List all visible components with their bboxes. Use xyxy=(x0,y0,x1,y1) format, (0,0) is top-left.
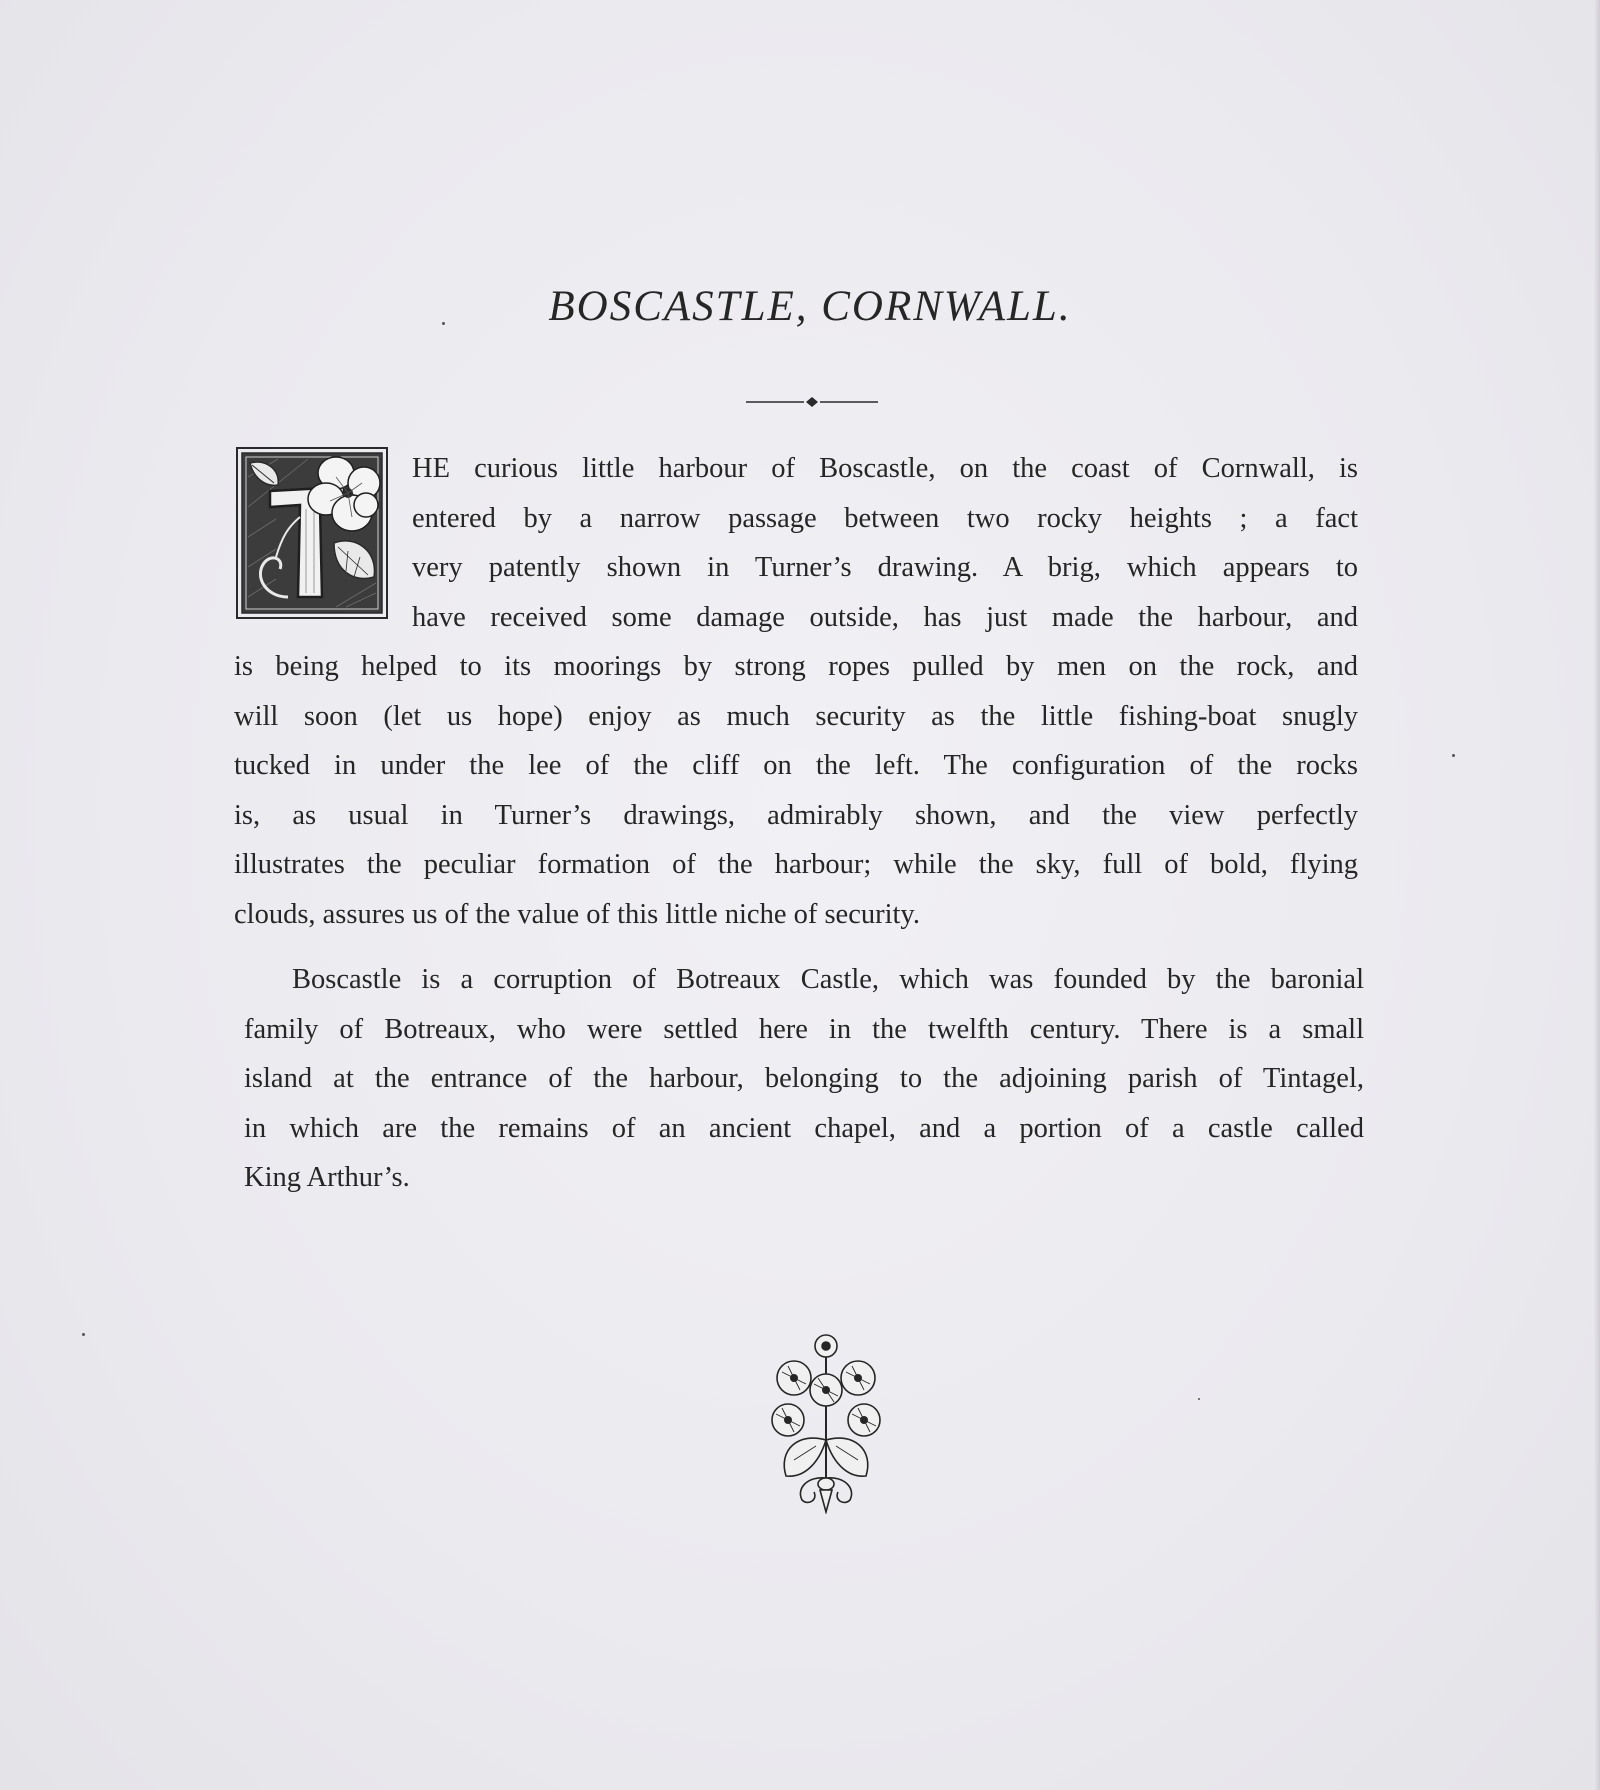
paragraph-1-body xyxy=(234,642,1358,939)
paragraph-1-dropcap-block xyxy=(412,444,1358,642)
floral-tailpiece-icon xyxy=(768,1328,884,1514)
paper-speck xyxy=(1198,1398,1200,1400)
text-line: King Arthur’s. xyxy=(244,1162,410,1193)
text-line: family of Botreaux, who were settled here in the twelfth century. There is a small xyxy=(244,1013,1364,1045)
text-line: will soon (let us hope) enjoy as much security as the little fishing-boat snugly xyxy=(234,700,1358,732)
text-line: clouds, assures us of the value of this little niche of security. xyxy=(234,898,920,930)
text-line: HE curious little harbour of Boscastle, on the coast of Cornwall, is xyxy=(412,453,1358,484)
text-line: illustrates the peculiar formation of the harbour; while the sky, full of bold, flying xyxy=(234,849,1358,880)
text-line: have received some damage outside, has just made the harbour, and xyxy=(412,601,1358,633)
page-title: BOSCASTLE, CORNWALL. xyxy=(548,283,1072,330)
text-line: is, as usual in Turner’s drawings, admirably shown, and the view perfectly xyxy=(234,799,1358,831)
page-edge-shadow xyxy=(1594,0,1600,1790)
paper-speck xyxy=(442,322,445,325)
paper-speck xyxy=(82,1333,85,1336)
text-line: entered by a narrow passage between two rocky heights ; a fact xyxy=(412,502,1358,534)
text-line: tucked in under the lee of the cliff on the left. The configuration of the rocks xyxy=(234,750,1358,781)
paragraph-2 xyxy=(244,955,1364,1203)
text-line: Boscastle is a corruption of Botreaux Castle, which was founded by the baronial xyxy=(292,964,1364,995)
text-line: very patently shown in Turner’s drawing. A brig, which appears to xyxy=(412,552,1358,583)
text-line: in which are the remains of an ancient chapel, and a portion of a castle called xyxy=(244,1112,1364,1144)
text-line: is being helped to its moorings by strong ropes pulled by men on the rock, and xyxy=(234,651,1358,682)
floral-initial-T-icon xyxy=(236,447,388,619)
paper-speck xyxy=(1452,754,1455,757)
text-line: island at the entrance of the harbour, belonging to the adjoining parish of Tintagel, xyxy=(244,1063,1364,1094)
diamond-rule-icon xyxy=(746,396,878,408)
